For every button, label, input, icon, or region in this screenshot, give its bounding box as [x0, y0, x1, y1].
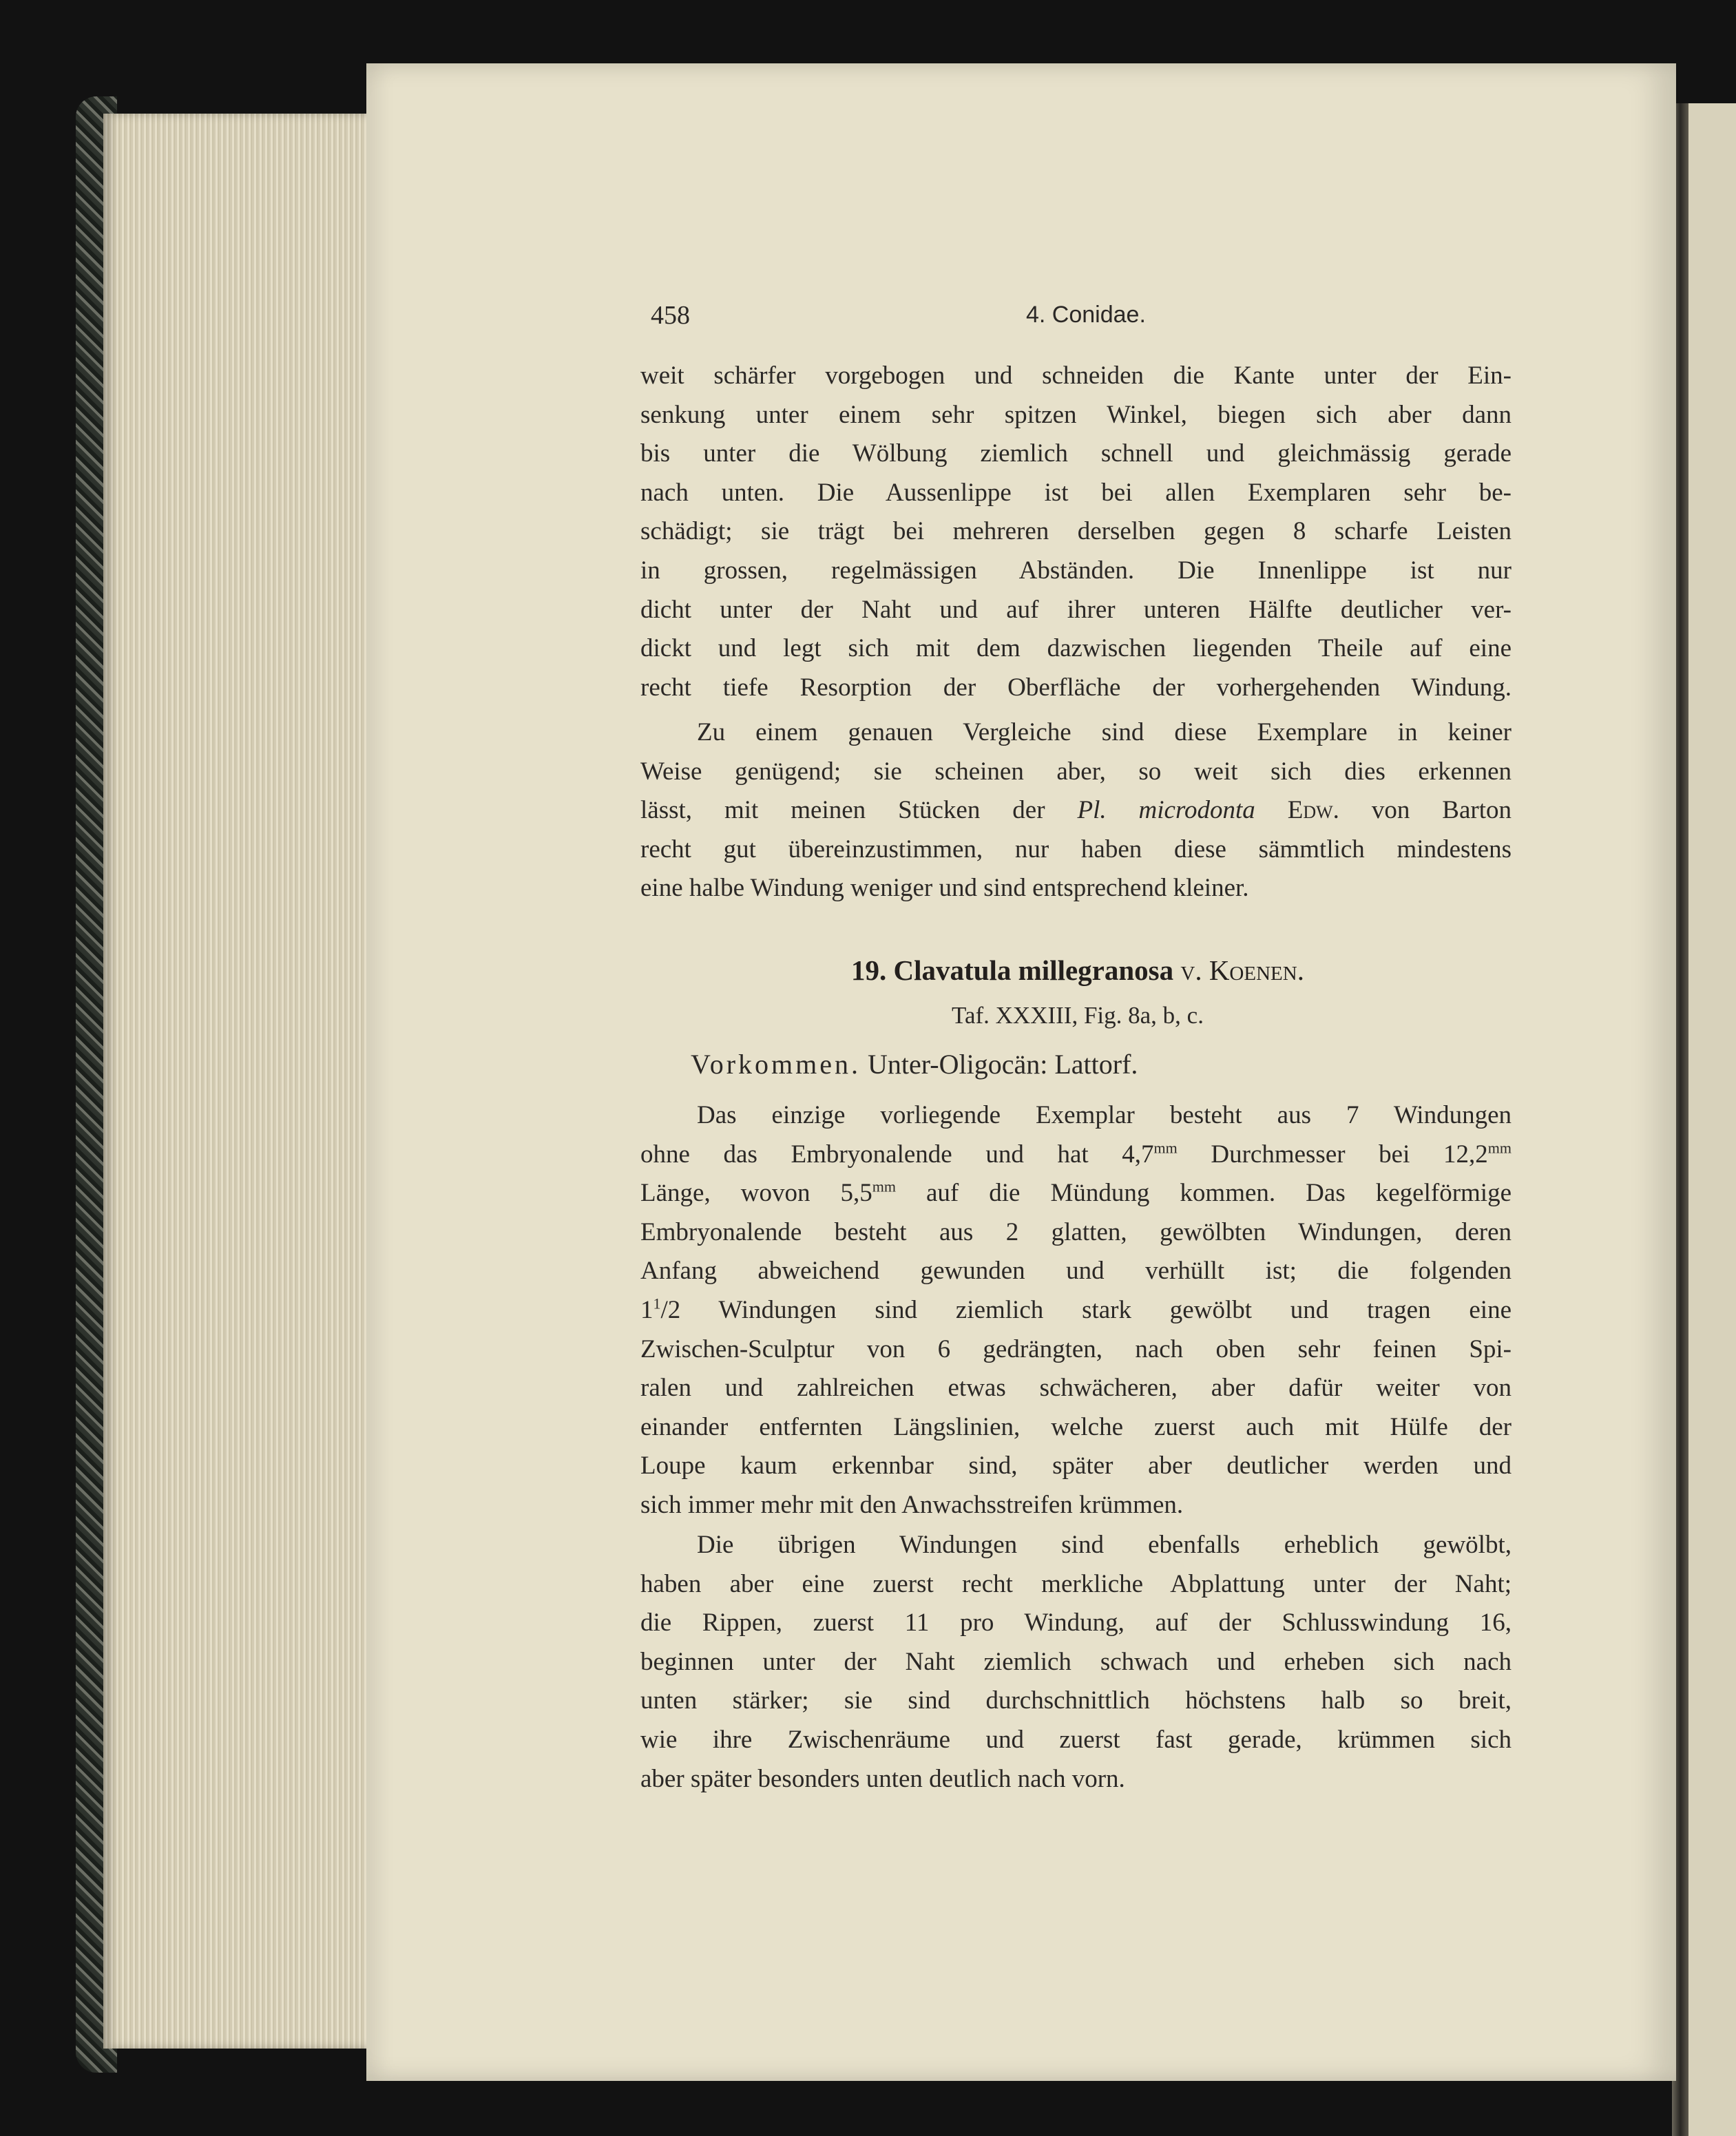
- text-line: Die übrigen Windungen sind ebenfalls erheblich gewölbt,: [697, 1531, 1512, 1559]
- text-line: ralen und zahlreichen etwas schwächeren, aber dafür weiter von: [640, 1374, 1512, 1403]
- text-line: $1^1/2$ Windungen sind ziemlich stark gewölbt und tragen eine: [640, 1295, 1512, 1324]
- text-fragment: von Barton: [1339, 796, 1512, 825]
- text-fragment: Durchmesser bei 12,2: [1177, 1140, 1488, 1169]
- occurrence-label: Vorkommen.: [691, 1049, 861, 1080]
- text-line: recht tiefe Resorption der Oberfläche der vorhergehenden Windung.: [640, 673, 1512, 702]
- fraction-denominator: 2: [667, 1295, 681, 1324]
- species-heading: [640, 954, 1515, 987]
- text-line: sich immer mehr mit den Anwachsstreifen krümmen.: [640, 1490, 1184, 1519]
- page-block-edges: [103, 114, 379, 2049]
- text-line: wie ihre Zwischenräume und zuerst fast gerade, krümmen sich: [640, 1725, 1512, 1754]
- unit-mm: mm: [1487, 1139, 1512, 1157]
- fraction-whole: 1: [640, 1295, 653, 1324]
- running-head: 4. Conidae.: [1026, 302, 1146, 328]
- text-fragment: lässt, mit meinen Stücken der: [640, 796, 1078, 825]
- text-fragment: ohne das Embryonalende und hat 4,7: [640, 1140, 1154, 1169]
- text-line: Das einzige vorliegende Exemplar besteht aus 7 Windungen: [697, 1101, 1512, 1129]
- text-line: schädigt; sie trägt bei mehreren derselben gegen 8 scharfe Leisten: [640, 517, 1512, 546]
- text-line: Embryonalende besteht aus 2 glatten, gewölbten Windungen, deren: [640, 1217, 1512, 1246]
- unit-mm: mm: [1153, 1139, 1178, 1157]
- text-line: recht gut übereinzustimmen, nur haben diese sämmtlich mindestens: [640, 835, 1512, 863]
- author-prefix: v.: [1180, 954, 1202, 986]
- text-line: dickt und legt sich mit dem dazwischen liegenden Theile auf eine: [640, 634, 1512, 663]
- paragraph-comparison: [640, 713, 1512, 908]
- text-line: aber später besonders unten deutlich nach vorn.: [640, 1764, 1125, 1793]
- page-number: 458: [651, 301, 690, 330]
- text-line: dicht unter der Naht und auf ihrer unteren Hälfte deutlicher ver-: [640, 595, 1512, 624]
- text-line: die Rippen, zuerst 11 pro Windung, auf der Schlusswindung 16,: [640, 1609, 1512, 1637]
- text-line: nach unten. Die Aussenlippe ist bei allen Exemplaren sehr be-: [640, 478, 1512, 507]
- text-line: Zu einem genauen Vergleiche sind diese Exemplare in keiner: [697, 718, 1512, 746]
- facing-page-sliver: [1680, 103, 1736, 2136]
- text-fragment: Windungen sind ziemlich stark gewölbt und tragen eine: [680, 1295, 1512, 1324]
- text-line: Zwischen-Sculptur von 6 gedrängten, nach oben sehr feinen Spi-: [640, 1334, 1512, 1363]
- author-abbreviation: Edw.: [1287, 796, 1339, 825]
- text-fragment: auf die Mündung kommen. Das kegelförmige: [895, 1179, 1512, 1208]
- occurrence-line: [691, 1048, 1138, 1080]
- species-number: 19.: [851, 954, 887, 986]
- paragraph-continuation: [640, 357, 1512, 707]
- text-line: Loupe kaum erkennbar sind, später aber deutlicher werden und: [640, 1452, 1512, 1480]
- text-line: Anfang abweichend gewunden und verhüllt ist; die folgenden: [640, 1257, 1512, 1286]
- species-reference: Pl. microdonta: [1077, 796, 1255, 825]
- text-line: unten stärker; sie sind durchschnittlich höchstens halb so breit,: [640, 1686, 1512, 1715]
- fraction-numerator: 1: [653, 1295, 661, 1312]
- occurrence-value: Unter-Oligocän: Lattorf.: [868, 1049, 1138, 1080]
- text-line: [640, 1135, 1512, 1175]
- text-line: [640, 1174, 1512, 1213]
- text-line: [640, 791, 1512, 830]
- text-line: einander entfernten Längslinien, welche zuerst auch mit Hülfe der: [640, 1412, 1512, 1441]
- plate-reference: Taf. XXXIII, Fig. 8a, b, c.: [952, 1002, 1204, 1029]
- text-fragment: Länge, wovon 5,5: [640, 1179, 872, 1208]
- paragraph-description: [640, 1096, 1512, 1525]
- text-line: bis unter die Wölbung ziemlich schnell und gleichmässig gerade: [640, 439, 1512, 468]
- paragraph-whorls: [640, 1526, 1512, 1799]
- text-line: senkung unter einem sehr spitzen Winkel, biegen sich aber dann: [640, 400, 1512, 429]
- unit-mm: mm: [872, 1177, 896, 1195]
- page-header: [651, 300, 1498, 342]
- text-line: weit schärfer vorgebogen und schneiden die Kante unter der Ein-: [640, 362, 1512, 390]
- text-line: Weise genügend; sie scheinen aber, so weit sich dies erkennen: [640, 757, 1512, 786]
- text-line: beginnen unter der Naht ziemlich schwach und erheben sich nach: [640, 1647, 1512, 1676]
- text-line: haben aber eine zuerst recht merkliche Abplattung unter der Naht;: [640, 1569, 1512, 1598]
- species-name: Clavatula millegranosa: [893, 954, 1174, 986]
- species-author: Koenen.: [1209, 954, 1304, 986]
- text-line: in grossen, regelmässigen Abständen. Die Innenlippe ist nur: [640, 556, 1512, 585]
- text-line: eine halbe Windung weniger und sind entsprechend kleiner.: [640, 874, 1249, 903]
